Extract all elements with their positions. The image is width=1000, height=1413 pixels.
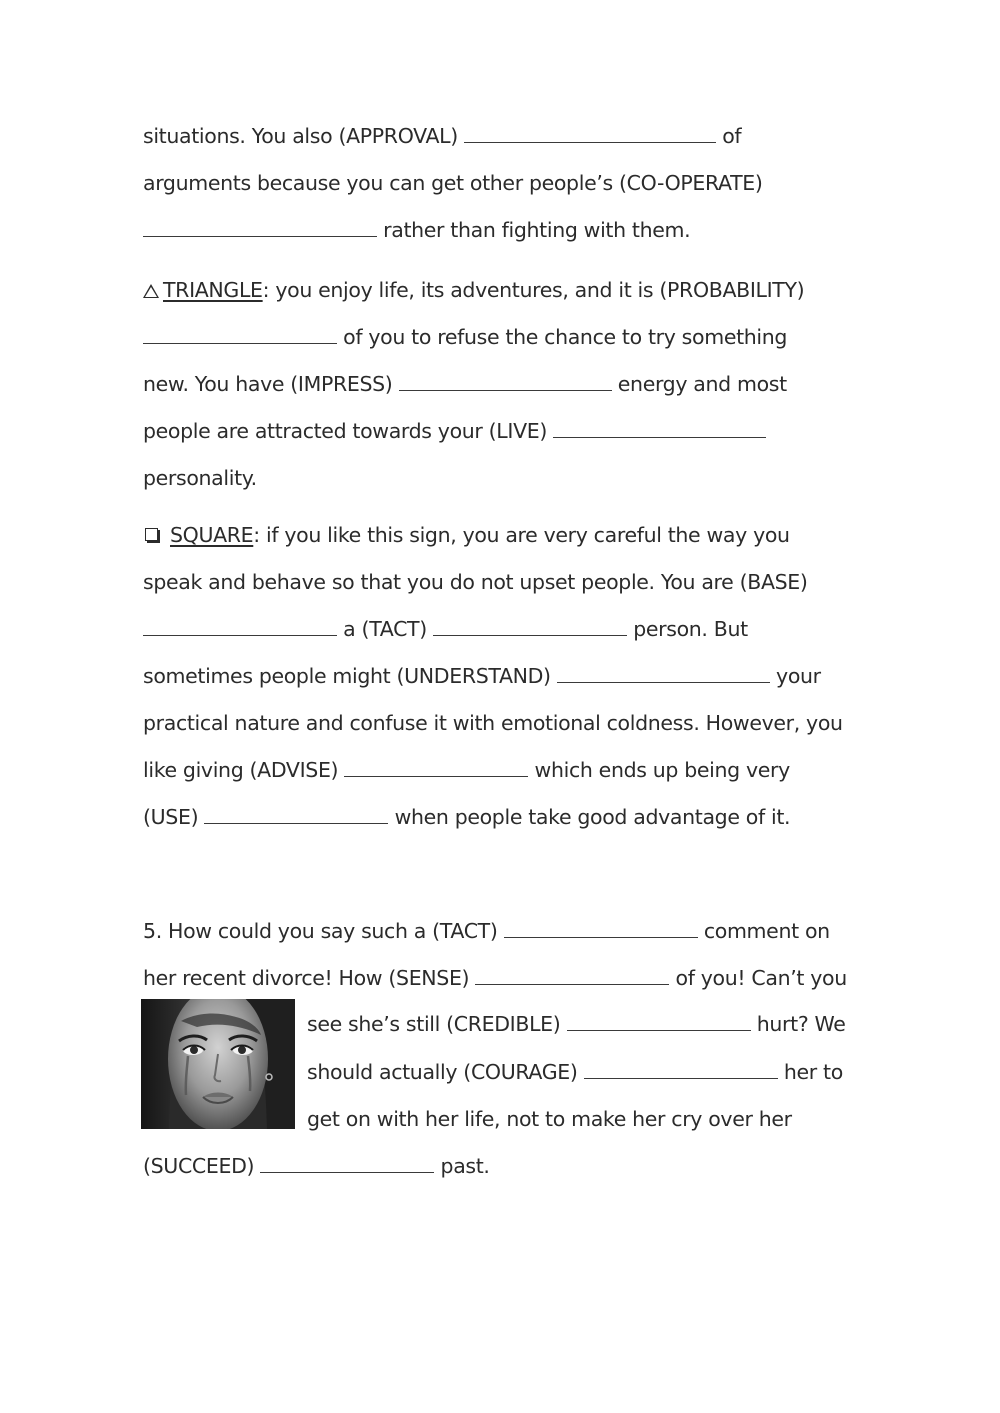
answer-blank-probability[interactable]: [143, 326, 337, 344]
triangle-line-5: personality.: [143, 466, 257, 490]
checkbox-square-icon: [145, 528, 158, 541]
answer-blank-sense[interactable]: [475, 967, 669, 985]
answer-blank-understand[interactable]: [557, 665, 770, 683]
square-line-4: sometimes people might (UNDERSTAND) your: [143, 664, 821, 688]
triangle-line-2: of you to refuse the chance to try something: [143, 324, 787, 350]
square-line-7: (USE) when people take good advantage of it.: [143, 805, 791, 829]
answer-blank-live[interactable]: [553, 420, 766, 438]
answer-blank-use[interactable]: [204, 806, 388, 824]
q5-line-2: her recent divorce! How (SENSE) of you! Can’t you: [143, 966, 847, 990]
triangle-heading: TRIANGLE: [163, 278, 263, 302]
intro-line-1: situations. You also (APPROVAL) of: [143, 124, 742, 148]
answer-blank-tact-2[interactable]: [504, 920, 698, 938]
q5-line-5: get on with her life, not to make her cry over her: [307, 1107, 792, 1131]
answer-blank-approval[interactable]: [464, 125, 716, 143]
square-line-6: like giving (ADVISE) which ends up being very: [143, 758, 790, 782]
answer-blank-succeed[interactable]: [260, 1155, 434, 1173]
square-line-3: a (TACT) person. But: [143, 616, 748, 642]
intro-line-2: arguments because you can get other people’s (CO-OPERATE): [143, 171, 763, 195]
square-line-2: speak and behave so that you do not upset people. You are (BASE): [143, 570, 808, 594]
square-line-1: SQUARE: if you like this sign, you are very careful the way you: [143, 522, 790, 548]
q5-line-4: should actually (COURAGE) her to: [307, 1060, 843, 1084]
answer-blank-co-operate[interactable]: [143, 219, 377, 237]
crying-woman-photo: [141, 999, 295, 1129]
answer-blank-advise[interactable]: [344, 759, 528, 777]
q5-line-3: see she’s still (CREDIBLE) hurt? We: [307, 1012, 846, 1036]
q5-line-1: 5. How could you say such a (TACT) comment on: [143, 919, 830, 943]
q5-line-6: (SUCCEED) past.: [143, 1154, 490, 1178]
answer-blank-courage[interactable]: [584, 1061, 778, 1079]
triangle-line-3: new. You have (IMPRESS) energy and most: [143, 372, 787, 396]
square-line-5: practical nature and confuse it with emotional coldness. However, you: [143, 711, 843, 735]
triangle-line-4: people are attracted towards your (LIVE): [143, 418, 766, 444]
answer-blank-base[interactable]: [143, 618, 337, 636]
answer-blank-tact-1[interactable]: [433, 618, 627, 636]
square-heading: SQUARE: [170, 523, 254, 547]
crying-face-illustration: [141, 999, 295, 1129]
triangle-line-1: TRIANGLE: you enjoy life, its adventures, and it is (PROBABILITY): [143, 277, 804, 303]
answer-blank-impress[interactable]: [399, 373, 612, 391]
intro-line-3: rather than fighting with them.: [143, 217, 690, 243]
answer-blank-credible[interactable]: [567, 1013, 751, 1031]
triangle-icon: [143, 284, 159, 298]
